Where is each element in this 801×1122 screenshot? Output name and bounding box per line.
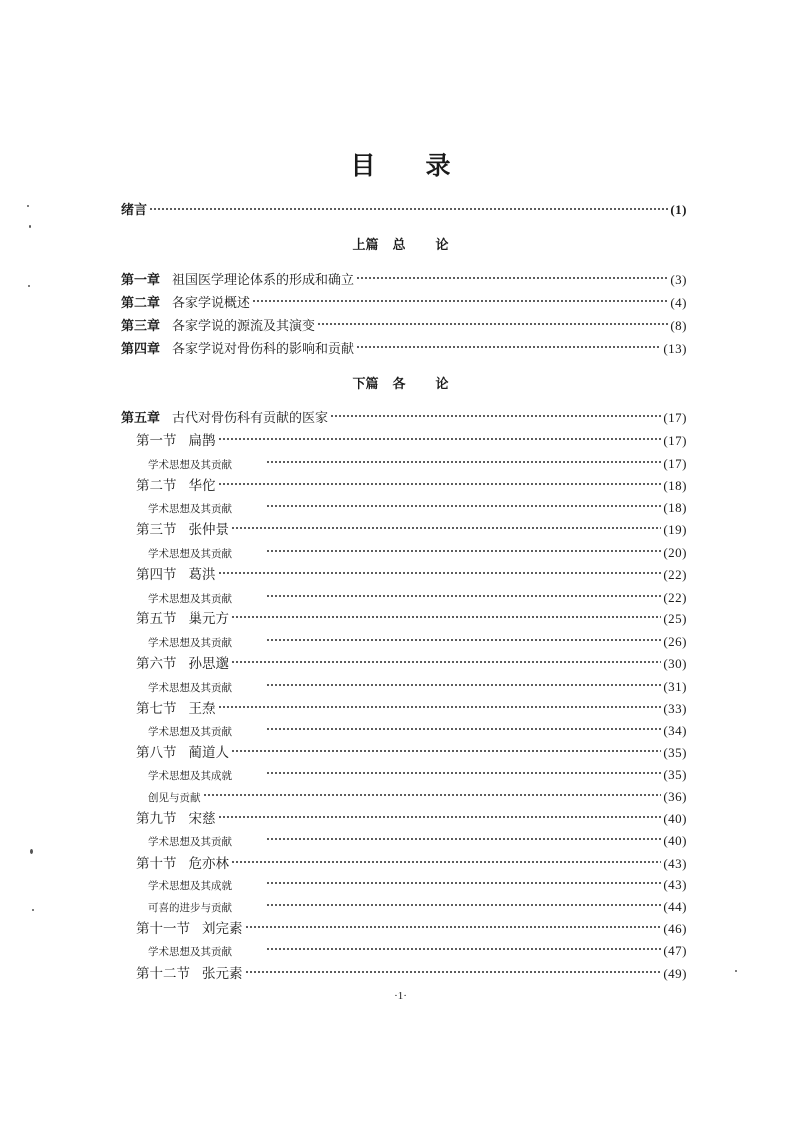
dot-leader bbox=[266, 587, 661, 603]
dot-leader bbox=[330, 407, 661, 423]
dot-leader bbox=[231, 742, 661, 758]
toc-page-number: (19) bbox=[663, 522, 687, 537]
toc-entry-label: 绪言 bbox=[121, 203, 148, 218]
toc-page-number: (43) bbox=[663, 856, 687, 871]
toc-entry-subsection[interactable]: 学术思想及其贡献 (31) bbox=[148, 675, 687, 695]
toc-page-number: (18) bbox=[663, 500, 687, 515]
scan-speck bbox=[28, 285, 30, 287]
dot-leader bbox=[266, 631, 661, 647]
toc-entry-subsection[interactable]: 学术思想及其贡献 (18) bbox=[148, 496, 687, 516]
toc-page-number: (43) bbox=[663, 877, 687, 892]
toc-entry-section-9[interactable]: 第九节 宋慈 (40) bbox=[136, 807, 687, 827]
part-heading-2: 下篇 各 论 bbox=[352, 377, 449, 392]
toc-page-number: (26) bbox=[663, 634, 687, 649]
title-char-1: 目 bbox=[350, 151, 376, 180]
dot-leader bbox=[245, 963, 662, 979]
toc-entry-section-11[interactable]: 第十一节 刘完素 (46) bbox=[136, 917, 687, 937]
toc-entry-chapter-3[interactable]: 第三章 各家学说的源流及其演变 (8) bbox=[121, 314, 687, 334]
dot-leader bbox=[266, 830, 661, 846]
dot-leader bbox=[266, 453, 661, 469]
dot-leader bbox=[218, 430, 662, 446]
dot-leader bbox=[218, 808, 662, 824]
toc-page-number: (33) bbox=[663, 701, 687, 716]
toc-entry-subsection[interactable]: 学术思想及其贡献 (34) bbox=[148, 719, 687, 739]
dot-leader bbox=[266, 896, 661, 912]
toc-entry-section-7[interactable]: 第七节 王焘 (33) bbox=[136, 697, 687, 717]
dot-leader bbox=[231, 653, 661, 669]
toc-page-number: (44) bbox=[663, 899, 687, 914]
toc-entry-subsection[interactable]: 学术思想及其贡献 (47) bbox=[148, 939, 687, 959]
toc-entry-section-12[interactable]: 第十二节 张元素 (49) bbox=[136, 962, 687, 982]
dot-leader bbox=[266, 764, 661, 780]
toc-entry-subsection[interactable]: 学术思想及其贡献 (40) bbox=[148, 829, 687, 849]
scan-speck bbox=[27, 205, 29, 207]
scan-speck bbox=[32, 909, 34, 911]
toc-entry-section-5[interactable]: 第五节 巢元方 (25) bbox=[136, 607, 687, 627]
toc-entry-chapter-5[interactable]: 第五章 古代对骨伤科有贡献的医家 (17) bbox=[121, 406, 687, 426]
toc-entry-subsection[interactable]: 创见与贡献 (36) bbox=[148, 785, 687, 805]
toc-entry-section-2[interactable]: 第二节 华佗 (18) bbox=[136, 474, 687, 494]
toc-page-number: (18) bbox=[663, 478, 687, 493]
toc-entry-subsection[interactable]: 学术思想及其贡献 (20) bbox=[148, 541, 687, 561]
dot-leader bbox=[356, 269, 668, 285]
page-title bbox=[0, 146, 801, 182]
toc-page-number: (34) bbox=[663, 723, 687, 738]
toc-page-number: (17) bbox=[663, 456, 687, 471]
toc-page-number: (3) bbox=[670, 272, 687, 287]
part-heading-1: 上篇 总 论 bbox=[352, 238, 449, 253]
toc-page-number: (40) bbox=[663, 833, 687, 848]
toc-entry-subsection[interactable]: 可喜的进步与贡献 (44) bbox=[148, 895, 687, 915]
scan-speck bbox=[30, 849, 33, 854]
toc-entry-chapter-4[interactable]: 第四章 各家学说对骨伤科的影响和贡献 (13) bbox=[121, 337, 687, 357]
toc-page-number: (31) bbox=[663, 679, 687, 694]
dot-leader bbox=[149, 202, 668, 215]
toc-page-number: (35) bbox=[663, 767, 687, 782]
dot-leader bbox=[266, 874, 661, 890]
toc-page-number: (8) bbox=[670, 318, 687, 333]
toc-entry-subsection[interactable]: 学术思想及其成就 (43) bbox=[148, 873, 687, 893]
dot-leader bbox=[266, 542, 661, 558]
page-number-footer: ·1· bbox=[394, 990, 407, 1002]
dot-leader bbox=[231, 519, 661, 535]
toc-entry-subsection[interactable]: 学术思想及其成就 (35) bbox=[148, 763, 687, 783]
toc-entry-section-1[interactable]: 第一节 扁鹊 (17) bbox=[136, 429, 687, 449]
dot-leader bbox=[317, 315, 668, 331]
toc-entry-subsection[interactable]: 学术思想及其贡献 (22) bbox=[148, 586, 687, 606]
scan-speck bbox=[735, 970, 737, 972]
toc-page-number: (1) bbox=[670, 202, 687, 217]
toc-entry-chapter-2[interactable]: 第二章 各家学说概述 (4) bbox=[121, 291, 687, 311]
dot-leader bbox=[218, 475, 662, 491]
toc-page-number: (46) bbox=[663, 921, 687, 936]
toc-entry-section-3[interactable]: 第三节 张仲景 (19) bbox=[136, 518, 687, 538]
toc-entry-section-10[interactable]: 第十节 危亦林 (43) bbox=[136, 852, 687, 872]
toc-entry-intro[interactable] bbox=[121, 199, 687, 218]
toc-page-number: (40) bbox=[663, 811, 687, 826]
toc-page-number: (17) bbox=[663, 410, 687, 425]
dot-leader bbox=[218, 698, 662, 714]
dot-leader bbox=[203, 786, 662, 802]
toc-page-number: (17) bbox=[663, 433, 687, 448]
toc-entry-section-4[interactable]: 第四节 葛洪 (22) bbox=[136, 563, 687, 583]
toc-page-number: (47) bbox=[663, 943, 687, 958]
dot-leader bbox=[266, 676, 661, 692]
toc-entry-subsection[interactable]: 学术思想及其贡献 (17) bbox=[148, 452, 687, 472]
dot-leader bbox=[266, 497, 661, 513]
dot-leader bbox=[231, 853, 661, 869]
dot-leader bbox=[356, 338, 661, 354]
toc-entry-section-6[interactable]: 第六节 孙思邈 (30) bbox=[136, 652, 687, 672]
toc-page-number: (13) bbox=[663, 341, 687, 356]
toc-page-number: (22) bbox=[663, 567, 687, 582]
toc-page-number: (36) bbox=[663, 789, 687, 804]
title-char-2: 录 bbox=[425, 151, 451, 180]
toc-page-number: (25) bbox=[663, 611, 687, 626]
toc-page-number: (35) bbox=[663, 745, 687, 760]
scan-speck bbox=[29, 225, 31, 228]
toc-page-number: (22) bbox=[663, 590, 687, 605]
toc-page-number: (49) bbox=[663, 966, 687, 981]
dot-leader bbox=[245, 918, 662, 934]
dot-leader bbox=[218, 564, 662, 580]
toc-page-number: (20) bbox=[663, 545, 687, 560]
dot-leader bbox=[266, 940, 661, 956]
toc-page-number: (4) bbox=[670, 295, 687, 310]
dot-leader bbox=[252, 292, 668, 308]
toc-entry-section-8[interactable]: 第八节 蔺道人 (35) bbox=[136, 741, 687, 761]
toc-page-number: (30) bbox=[663, 656, 687, 671]
toc-entry-chapter-1[interactable]: 第一章 祖国医学理论体系的形成和确立 (3) bbox=[121, 268, 687, 288]
dot-leader bbox=[231, 608, 661, 624]
toc-entry-subsection[interactable]: 学术思想及其贡献 (26) bbox=[148, 630, 687, 650]
dot-leader bbox=[266, 720, 661, 736]
